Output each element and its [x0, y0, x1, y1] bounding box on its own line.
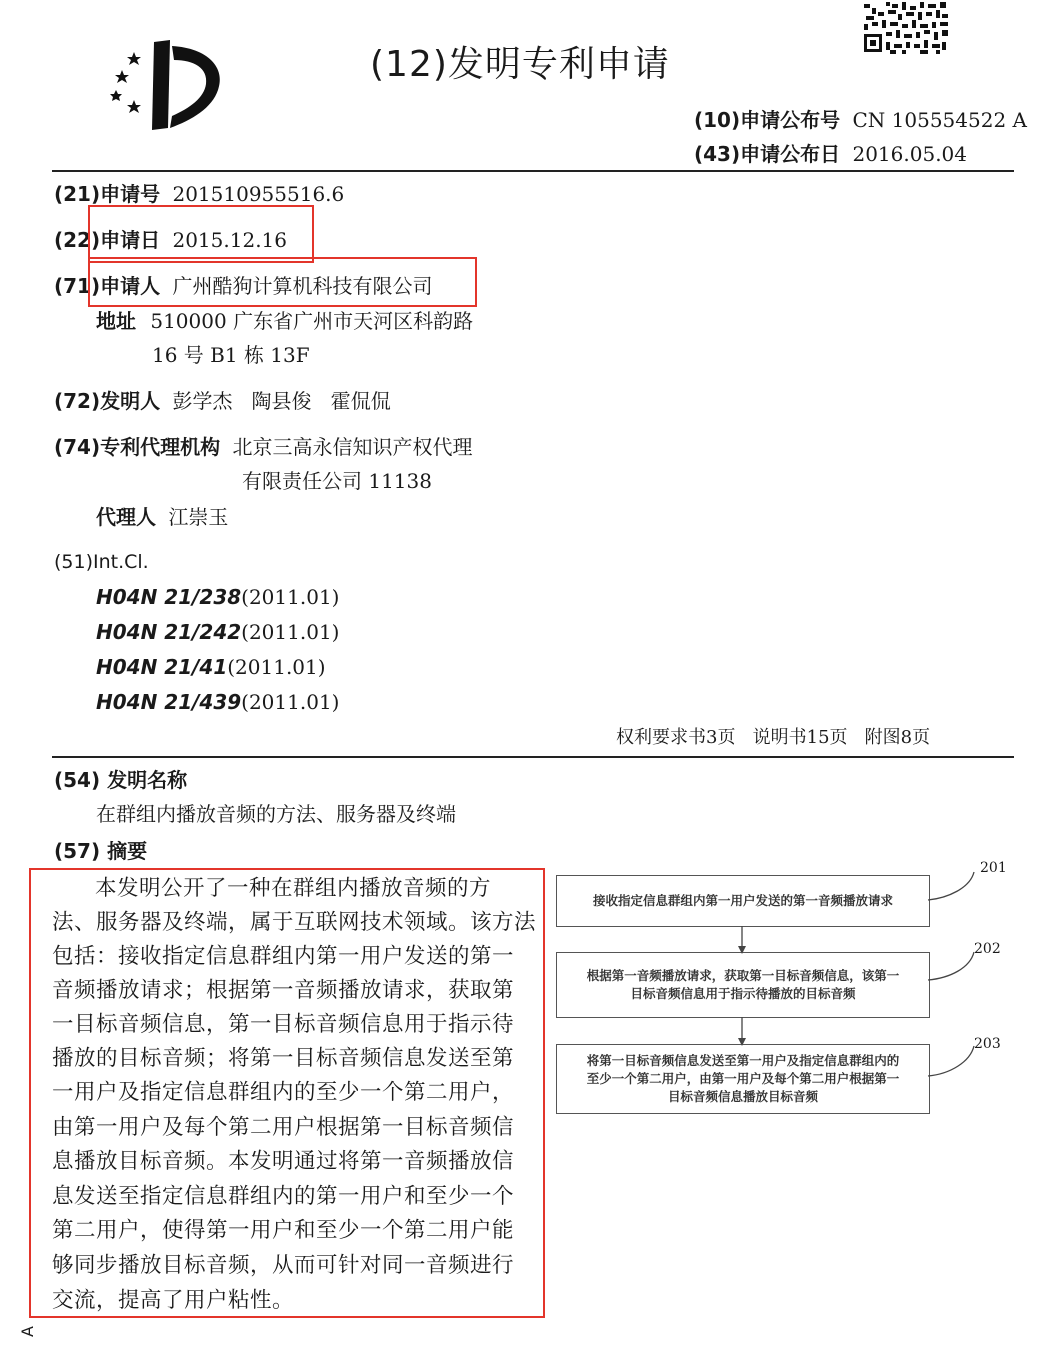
- ipc-version: (2011.01): [241, 620, 340, 644]
- step-leader-201: [928, 872, 974, 900]
- invention-title-label: (54) 发明名称: [54, 768, 188, 792]
- ipc-entry: [96, 618, 339, 646]
- abstract-line: 法、服务器及终端，属于互联网技术领域。该方法: [52, 910, 537, 935]
- ipc-code: H04N 21/41: [96, 655, 228, 679]
- int-cl-label: (51)Int.Cl.: [54, 551, 149, 573]
- flow-step-number: 202: [974, 941, 1001, 957]
- applicant-label: (71)申请人: [54, 274, 161, 298]
- ipc-code: H04N 21/238: [96, 585, 242, 609]
- document-type-title: (12)发明专利申请: [370, 44, 670, 85]
- margin-mark: A: [17, 1326, 37, 1337]
- agent-label: 代理人: [96, 505, 156, 529]
- application-number-label: (21)申请号: [54, 182, 161, 206]
- flow-arrowhead: [738, 946, 746, 954]
- header-divider: [52, 170, 1014, 172]
- patent-office-logo: [108, 38, 228, 134]
- step-leader-203: [928, 1046, 974, 1076]
- patent-agency-line-2: 有限责任公司 11138: [242, 469, 432, 493]
- flow-step-text: 接收指定信息群组内第一用户发送的第一音频播放请求: [592, 893, 893, 908]
- abstract-line: 播放的目标音频；将第一目标音频信息发送至第: [52, 1046, 515, 1071]
- ipc-code: H04N 21/242: [96, 620, 242, 644]
- application-date-value: 2015.12.16: [172, 228, 287, 252]
- address-line-1: 510000 广东省广州市天河区科韵路: [150, 309, 474, 333]
- flow-step-text: 目标音频信息播放目标音频: [667, 1089, 818, 1104]
- publication-date: [694, 140, 967, 168]
- flowchart-connectors: [540, 860, 1010, 1130]
- abstract-line: 够同步播放目标音频，从而可针对同一音频进行: [52, 1253, 515, 1278]
- publication-number-value: CN 105554522 A: [852, 108, 1027, 132]
- abstract-line: 交流，提高了用户粘性。: [52, 1288, 295, 1313]
- flow-step-text: 目标音频信息用于指示待播放的目标音频: [630, 986, 856, 1001]
- application-number-value: 201510955516.6: [172, 182, 345, 206]
- ipc-entry: [96, 688, 339, 716]
- abstract-line: 由第一用户及每个第二用户根据第一目标音频信: [52, 1115, 515, 1140]
- qr-code: [862, 0, 950, 56]
- abstract-line: 一用户及指定信息群组内的至少一个第二用户，: [52, 1080, 515, 1105]
- biblio-divider: [52, 756, 1014, 758]
- flow-step-number: 201: [980, 860, 1007, 876]
- flow-step-text: 将第一目标音频信息发送至第一用户及指定信息群组内的: [586, 1053, 900, 1068]
- address: [96, 307, 473, 335]
- flow-step-number: 203: [974, 1036, 1001, 1052]
- patent-agency-label: (74)专利代理机构: [54, 435, 221, 459]
- abstract-label: (57) 摘要: [54, 839, 148, 863]
- ipc-entry: [96, 583, 339, 611]
- address-line-2: 16 号 B1 栋 13F: [152, 343, 310, 367]
- highlight-applicant: [88, 257, 477, 307]
- agent: [96, 503, 228, 531]
- ipc-entry: [96, 653, 326, 681]
- applicant-value: 广州酷狗计算机科技有限公司: [172, 274, 433, 298]
- step-leader-202: [928, 952, 974, 980]
- flow-step-text: 至少一个第二用户，由第一用户及每个第二用户根据第一: [586, 1071, 900, 1086]
- abstract-line: 息播放目标音频。本发明通过将第一音频播放信: [52, 1149, 515, 1174]
- application-date-label: (22)申请日: [54, 228, 161, 252]
- inventors-label: (72)发明人: [54, 389, 161, 413]
- inventors: [54, 387, 391, 415]
- patent-agency: [54, 433, 472, 461]
- patent-agency-line-1: 北京三高永信知识产权代理: [232, 435, 473, 459]
- address-label: 地址: [96, 309, 136, 333]
- ipc-version: (2011.01): [227, 655, 326, 679]
- invention-title: 在群组内播放音频的方法、服务器及终端: [96, 802, 456, 826]
- agent-value: 江崇玉: [168, 505, 229, 529]
- highlight-application-date: [88, 205, 314, 263]
- publication-number-label: (10)申请公布号: [694, 108, 841, 132]
- ipc-version: (2011.01): [241, 585, 340, 609]
- flow-arrowhead: [738, 1038, 746, 1046]
- abstract-line: 第二用户，使得第一用户和至少一个第二用户能: [52, 1218, 515, 1243]
- ipc-version: (2011.01): [241, 690, 340, 714]
- abstract-line: 本发明公开了一种在群组内播放音频的方: [95, 876, 492, 901]
- abstract-line: 音频播放请求；根据第一音频播放请求，获取第: [52, 978, 515, 1003]
- abstract-line: 包括：接收指定信息群组内第一用户发送的第一: [52, 944, 515, 969]
- publication-number: [694, 106, 1027, 134]
- ipc-code: H04N 21/439: [96, 690, 242, 714]
- inventors-value: 彭学杰 陶县俊 霍侃侃: [172, 389, 391, 413]
- publication-date-value: 2016.05.04: [852, 142, 967, 166]
- abstract-line: 一目标音频信息，第一目标音频信息用于指示待: [52, 1012, 515, 1037]
- highlight-abstract: [29, 868, 545, 1318]
- page-counts: 权利要求书3页 说明书15页 附图8页: [616, 727, 931, 748]
- publication-date-label: (43)申请公布日: [694, 142, 841, 166]
- application-number: [54, 180, 344, 208]
- abstract-line: 息发送至指定信息群组内的第一用户和至少一个: [52, 1184, 515, 1209]
- flow-step-text: 根据第一音频播放请求，获取第一目标音频信息，该第一: [586, 968, 900, 983]
